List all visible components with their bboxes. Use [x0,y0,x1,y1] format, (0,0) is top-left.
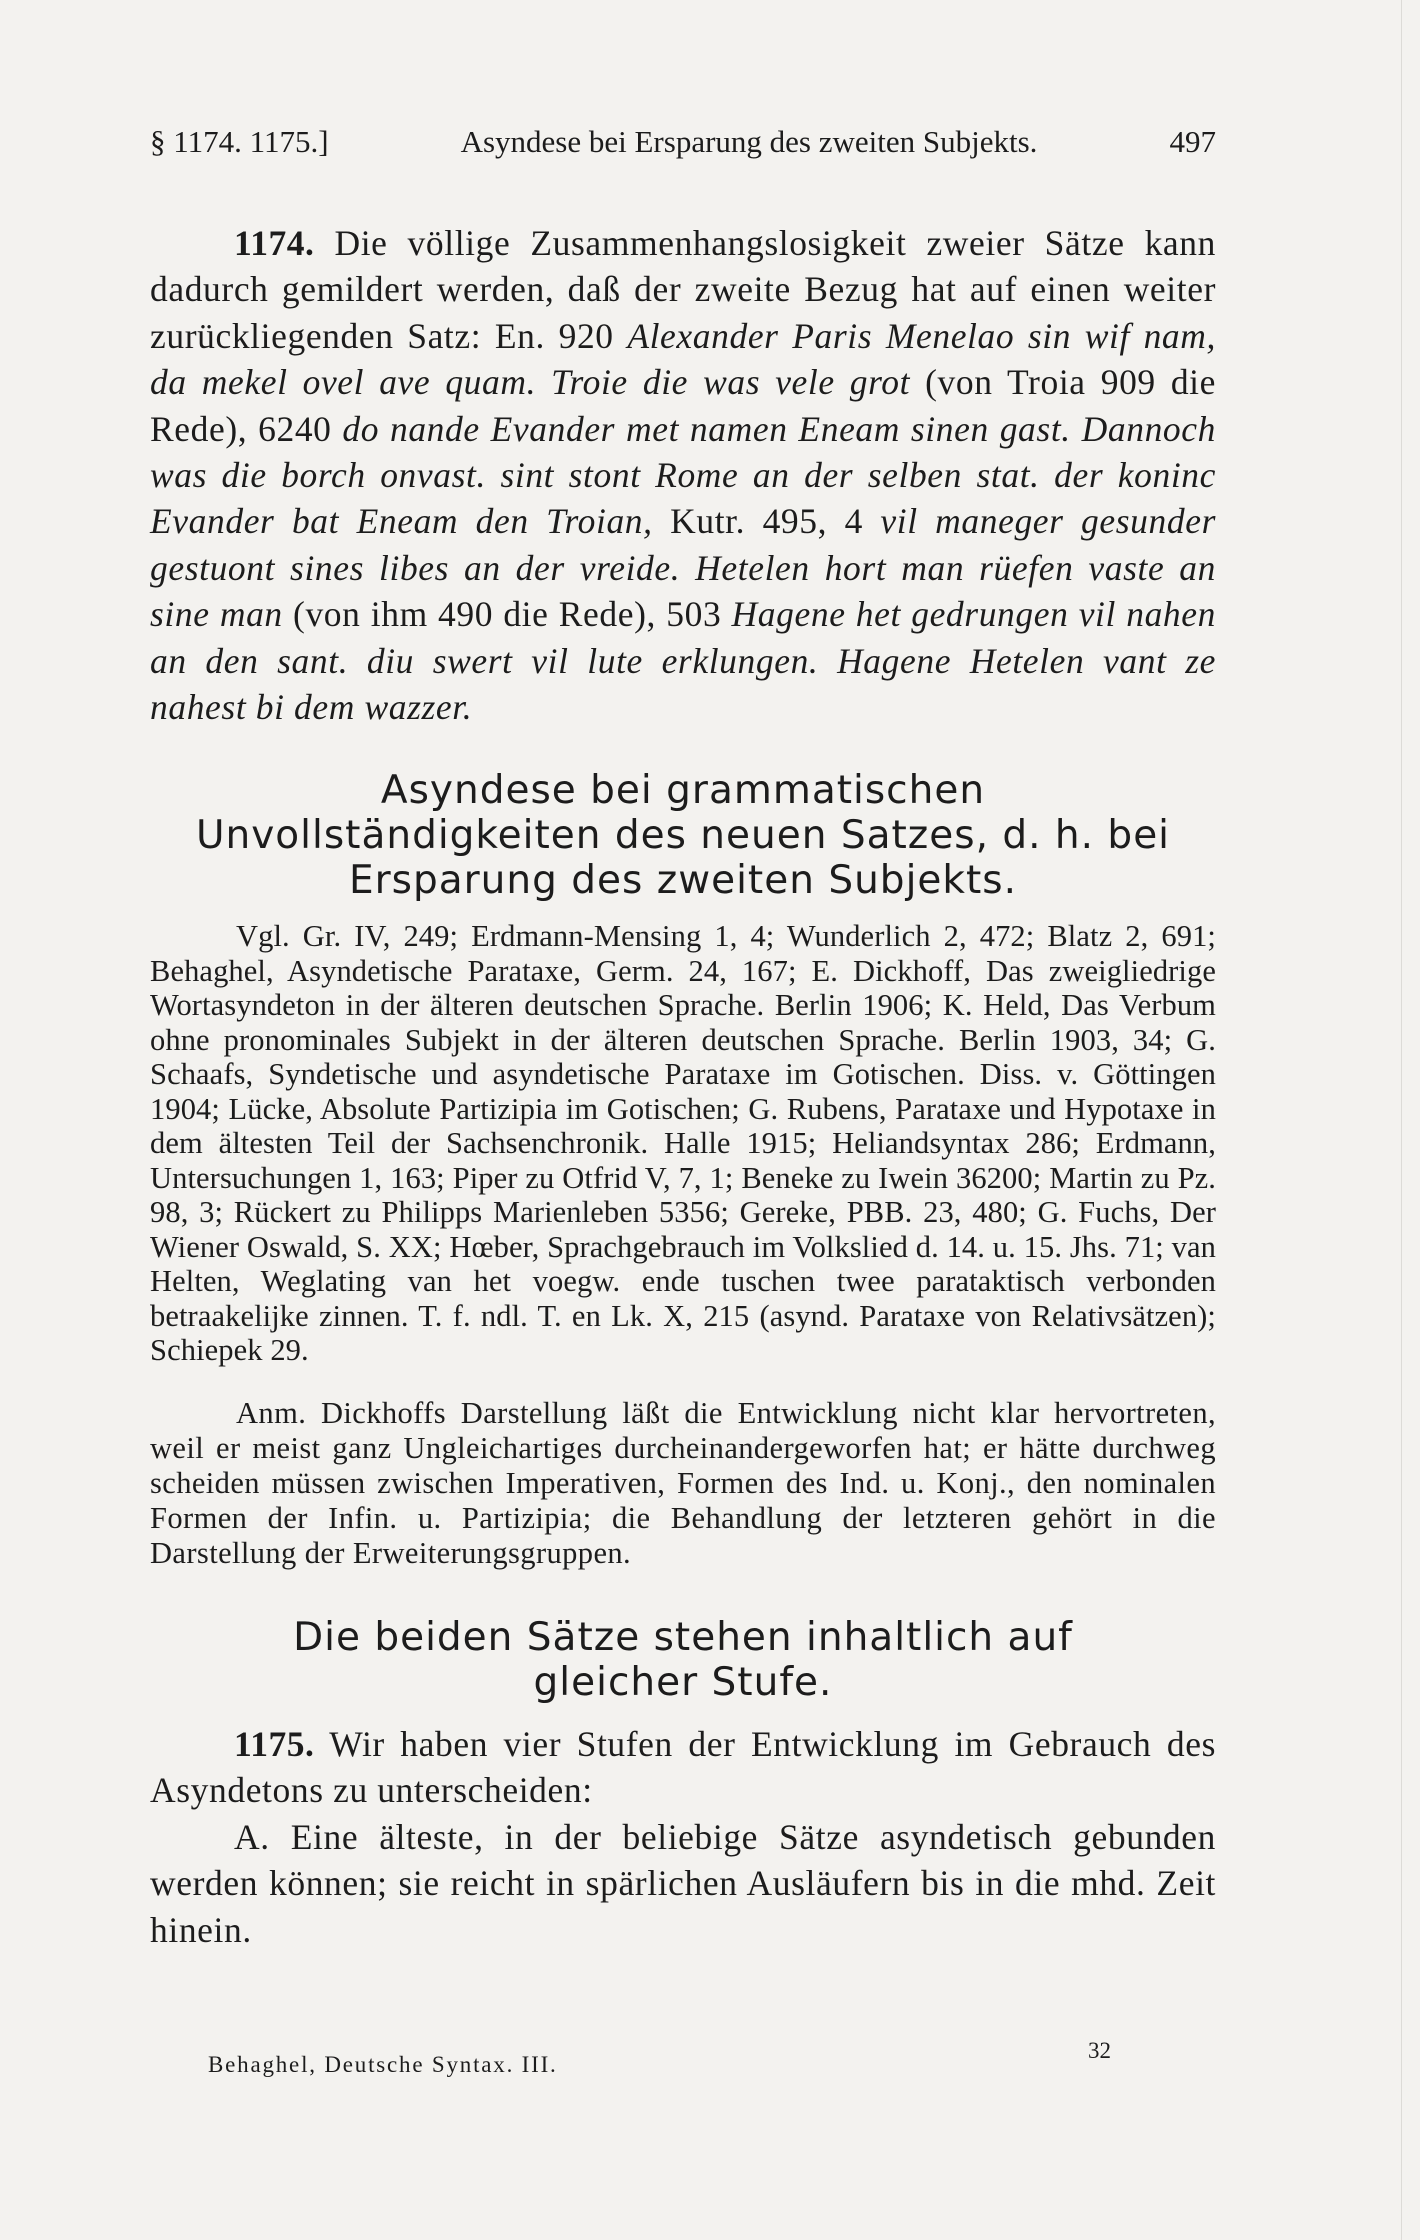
quotation: vil maneger gesunder gestuont sines libes an der vreide. Hetelen hort man rüefen vaste an sine man [150,501,1216,635]
section-reference: § 1174. 1175.] [150,124,329,159]
signature-line: Behaghel, Deutsche Syntax. III. [208,2052,558,2077]
subsection-heading: Die beiden Sätze stehen inhaltlich auf gleicher Stufe. [293,1614,1073,1705]
quotation: do nande Evander met namen Eneam sinen gast. Dannoch was die borch onvast. sint stont Rome an der selben stat. der koninc Evander bat Eneam den Troian, [150,408,1216,542]
bibliography: Vgl. Gr. IV, 249; Erdmann-Mensing 1, 4; Wunderlich 2, 472; Blatz 2, 691; Behaghel, Asyndetische Parataxe, Germ. 24, 167; E. Dickhoff, Das zweigliedrige Wortasyndeton in der älteren deutschen Sprache. Berlin 1906; K. Held, Das Verbum ohne pronominales Subjekt in der älteren deutschen Sprache. Berlin 1903, 34; G. Schaafs, Syndetische und asyndetische Parataxe im Gotischen. Diss. v. Göttingen 1904; Lücke, Absolute Partizipia im Gotischen; G. Rubens, Parataxe und Hypotaxe in dem ältesten Teil der Sachsenchronik. Halle 1915; Heliandsyntax 286; Erdmann, Untersuchungen 1, 163; Piper zu Otfrid V, 7, 1; Beneke zu Iwein 36200; Martin zu Pz. 98, 3; Rückert zu Philipps Marienleben 5356; Gereke, PBB. 23, 480; G. Fuchs, Der Wiener Oswald, S. XX; Hœber, Sprachgebrauch im Volkslied d. 14. u. 15. Jhs. 71; van Helten, Weglating van het voegw. ende tuschen twee parataktisch verbonden betraakelijke zinnen. T. f. ndl. T. en Lk. X, 215 (asynd. Parataxe von Relativsätzen); Schiepek 29. [150,919,1216,1368]
text-run: Die völlige Zusammenhangslosigkeit zweier Sätze kann dadurch gemildert werden, daß der zweite Bezug hat auf einen weiter zurückliegenden Satz: En. 920 [150,223,1216,356]
section-number: 1174. [234,223,315,263]
book-page [150,122,1216,1953]
page-number: 497 [1169,124,1216,159]
running-title: Asyndese bei Ersparung des zweiten Subjekts. [460,124,1038,159]
quotation: Alexander Paris Menelao sin wif nam, da mekel ovel ave quam. Troie die was vele grot [150,315,1216,403]
quotation: Hagene het gedrungen vil nahen an den sant. diu swert vil lute erklungen. Hagene Hetelen vant ze nahest bi dem wazzer. [150,594,1216,728]
scan-edge [1401,0,1402,2240]
text-run: Wir haben vier Stufen der Entwicklung im Gebrauch des Asyndetons zu unterscheiden: [150,1723,1216,1811]
text-run: Kutr. 495, 4 [652,501,881,542]
text-run: (von ihm 490 die Rede), 503 [282,594,732,635]
section-1174 [150,220,1216,730]
text-run: (von Troia 909 die Rede), 6240 [150,362,1216,449]
point-a: A. Eine älteste, in der beliebige Sätze asyndetisch gebunden werden können; sie reicht in spärlichen Ausläufern bis in die mhd. Zeit hinein. [150,1816,1216,1950]
running-head [150,122,1216,162]
sheet-number: 32 [1088,2038,1111,2063]
section-number: 1175. [234,1723,315,1764]
section-1175 [150,1721,1216,1814]
annotation-note: Anm. Dickhoffs Darstellung läßt die Entwicklung nicht klar hervortreten, weil er meist ganz Ungleichartiges durcheinandergeworfen hat; er hätte durchweg scheiden müssen zwischen Imperativen, Formen des Ind. u. Konj., den nominalen Formen der Infin. u. Partizipia; die Behandlung der letzteren gehört in die Darstellung der Erweiterungsgruppen. [150,1395,1216,1570]
section-heading: Asyndese bei grammatischen Unvollständigkeiten des neuen Satzes, d. h. bei Ersparung des zweiten Subjekts. [195,768,1171,904]
footer-signature [208,2038,1111,2078]
